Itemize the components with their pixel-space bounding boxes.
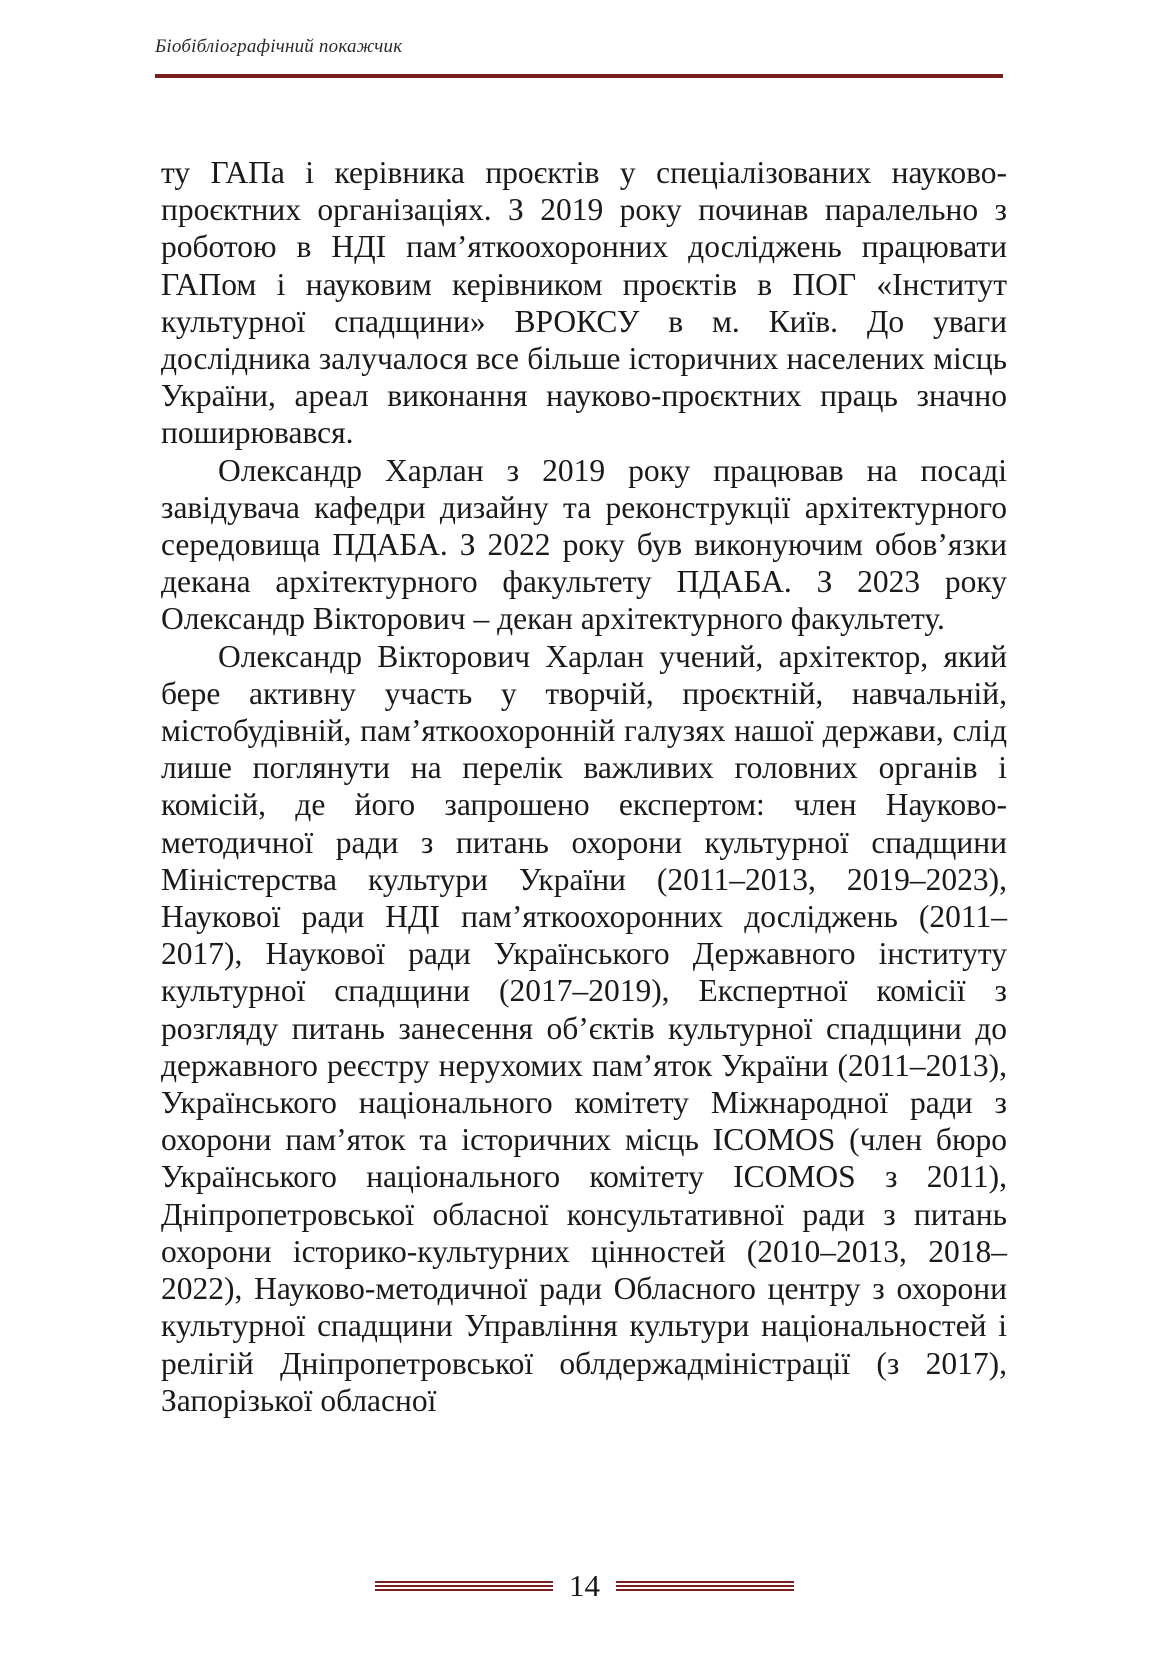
paragraph-3: Олександр Вікторович Харлан учений, архітектор, який бере активну участь у творчій, проєктній, навчальній, містобудівній, пам’яткоохоронній галузях нашої держави, слід лише поглянути на перелік важливих головних органів і комісій, де його запрошено експертом: член Науково-методичної ради з питань охорони культурної спадщини Міністерства культури України (2011–2013, 2019–2023), Наукової ради НДІ пам’яткоохоронних досліджень (2011–2017), Наукової ради Українського Державного інституту культурної спадщини (2017–2019), Експертної комісії з розгляду питань занесення об’єктів культурної спадщини до державного реєстру нерухомих пам’яток України (2011–2013), Українського національного комітету Міжнародної ради з охорони пам’яток та історичних місць ICOMOS (член бюро Українського національного комітету ICOMOS з 2011), Дніпропетровської обласної консультативної ради з питань охорони історико-культурних цінностей (2010–2013, 2018–2022), Науково-методичної ради Обласного центру з охорони культурної спадщини Управління культури національностей і релігій Дніпропетровської облдержадміністрації (з 2017), Запорізької обласної — [161, 638, 1007, 1418]
footer-rule-right — [616, 1581, 794, 1593]
header-rule — [155, 74, 1003, 78]
paragraph-2: Олександр Харлан з 2019 року працював на посаді завідувача кафедри дизайну та реконструкції архітектурного середовища ПДАБА. З 2022 року був виконуючим обов’язки декана архітектурного факультету ПДАБА. З 2023 року Олександр Вікторович – декан архітектурного факультету. — [161, 452, 1007, 637]
paragraph-1: ту ГАПа і керівника проєктів у спеціалізованих науково-проєктних організаціях. З 2019 року починав паралельно з роботою в НДІ пам’яткоохоронних досліджень працювати ГАПом і науковим керівником проєктів в ПОГ «Інститут культурної спадщини» ВРОКСУ в м. Київ. До уваги дослідника залучалося все більше історичних населених місць України, ареал виконання науково-проєктних праць значно поширювався. — [161, 155, 1007, 451]
running-header: Біобібліографічний покажчик — [155, 36, 403, 57]
page-footer — [0, 1568, 1166, 1608]
body-text — [161, 154, 1007, 1419]
footer-rule-left — [375, 1581, 553, 1593]
page-number: 14 — [569, 1568, 600, 1603]
